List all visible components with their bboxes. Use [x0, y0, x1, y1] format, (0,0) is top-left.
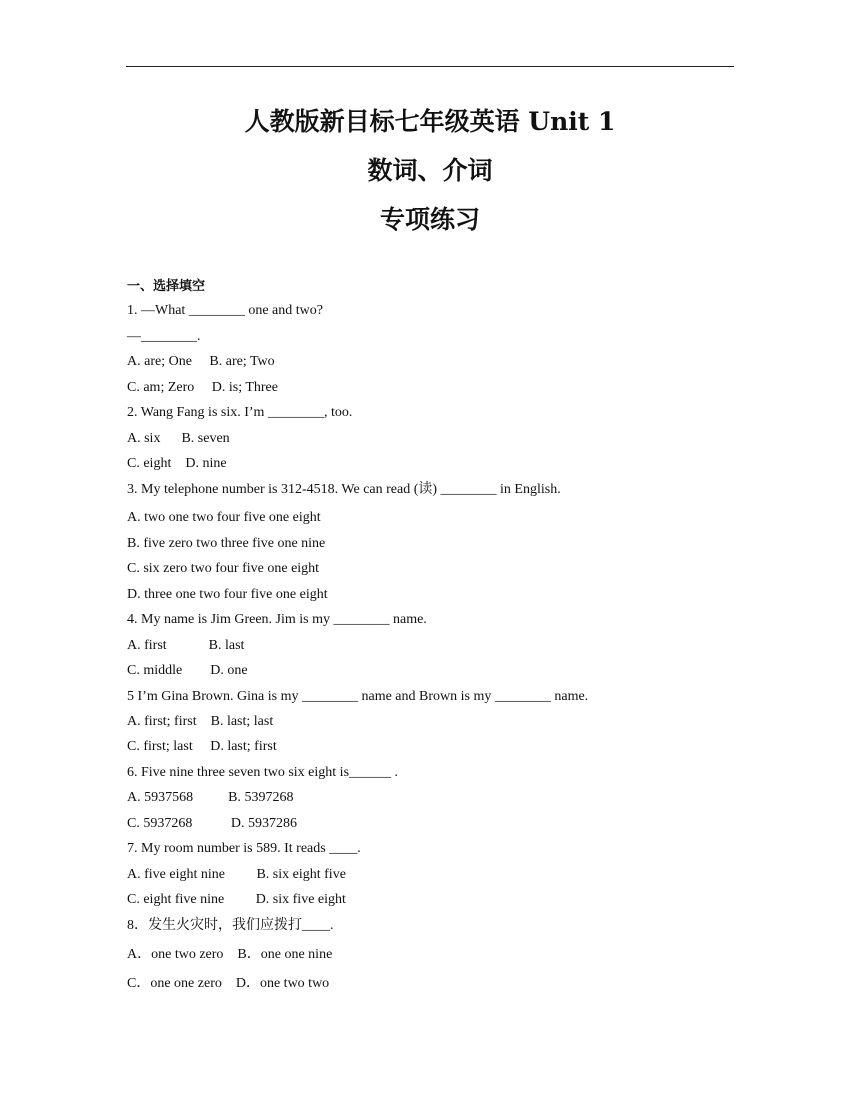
question-3: 3. My telephone number is 312-4518. We can read (读) ________ in English.: [127, 482, 561, 497]
question-4: 4. My name is Jim Green. Jim is my ________ name.: [127, 612, 427, 627]
question-7: 7. My room number is 589. It reads ____.: [127, 841, 361, 856]
option-3-a: A. two one two four five one eight: [127, 510, 321, 525]
header-rule: [126, 66, 734, 67]
options-5-cd: C. first; last D. last; first: [127, 739, 277, 754]
options-8-cd: C．one one zero D．one two two: [127, 976, 330, 991]
question-1: 1. —What ________ one and two?: [127, 303, 323, 318]
document-subtitle: 数词、介词: [367, 156, 493, 185]
options-7-cd: C. eight five nine D. six five eight: [127, 892, 346, 907]
options-1-ab: A. are; One B. are; Two: [127, 354, 275, 369]
question-6: 6. Five nine three seven two six eight is______ .: [127, 765, 399, 780]
question-2: 2. Wang Fang is six. I’m ________, too.: [127, 405, 353, 420]
question-5: 5 I’m Gina Brown. Gina is my ________ name and Brown is my ________ name.: [127, 689, 589, 704]
document-title: 人教版新目标七年级英语 Unit 1: [244, 107, 616, 136]
options-1-cd: C. am; Zero D. is; Three: [127, 380, 278, 395]
section-heading: 一、选择填空: [127, 279, 206, 294]
answer-blank-1: —________.: [127, 329, 201, 344]
options-2-ab: A. six B. seven: [127, 431, 230, 446]
option-3-b: B. five zero two three five one nine: [127, 536, 326, 551]
options-4-cd: C. middle D. one: [127, 663, 248, 678]
options-6-cd: C. 5937268 D. 5937286: [127, 816, 297, 831]
options-7-ab: A. five eight nine B. six eight five: [127, 867, 346, 882]
options-6-ab: A. 5937568 B. 5397268: [127, 790, 294, 805]
document-subtitle-practice: 专项练习: [379, 205, 480, 234]
option-3-c: C. six zero two four five one eight: [127, 561, 320, 576]
options-8-ab: A．one two zero B．one one nine: [127, 947, 333, 962]
options-2-cd: C. eight D. nine: [127, 456, 227, 471]
options-4-ab: A. first B. last: [127, 638, 245, 653]
question-8: 8．发生火灾时，我们应拨打____.: [127, 918, 334, 933]
options-5-ab: A. first; first B. last; last: [127, 714, 274, 729]
option-3-d: D. three one two four five one eight: [127, 587, 328, 602]
